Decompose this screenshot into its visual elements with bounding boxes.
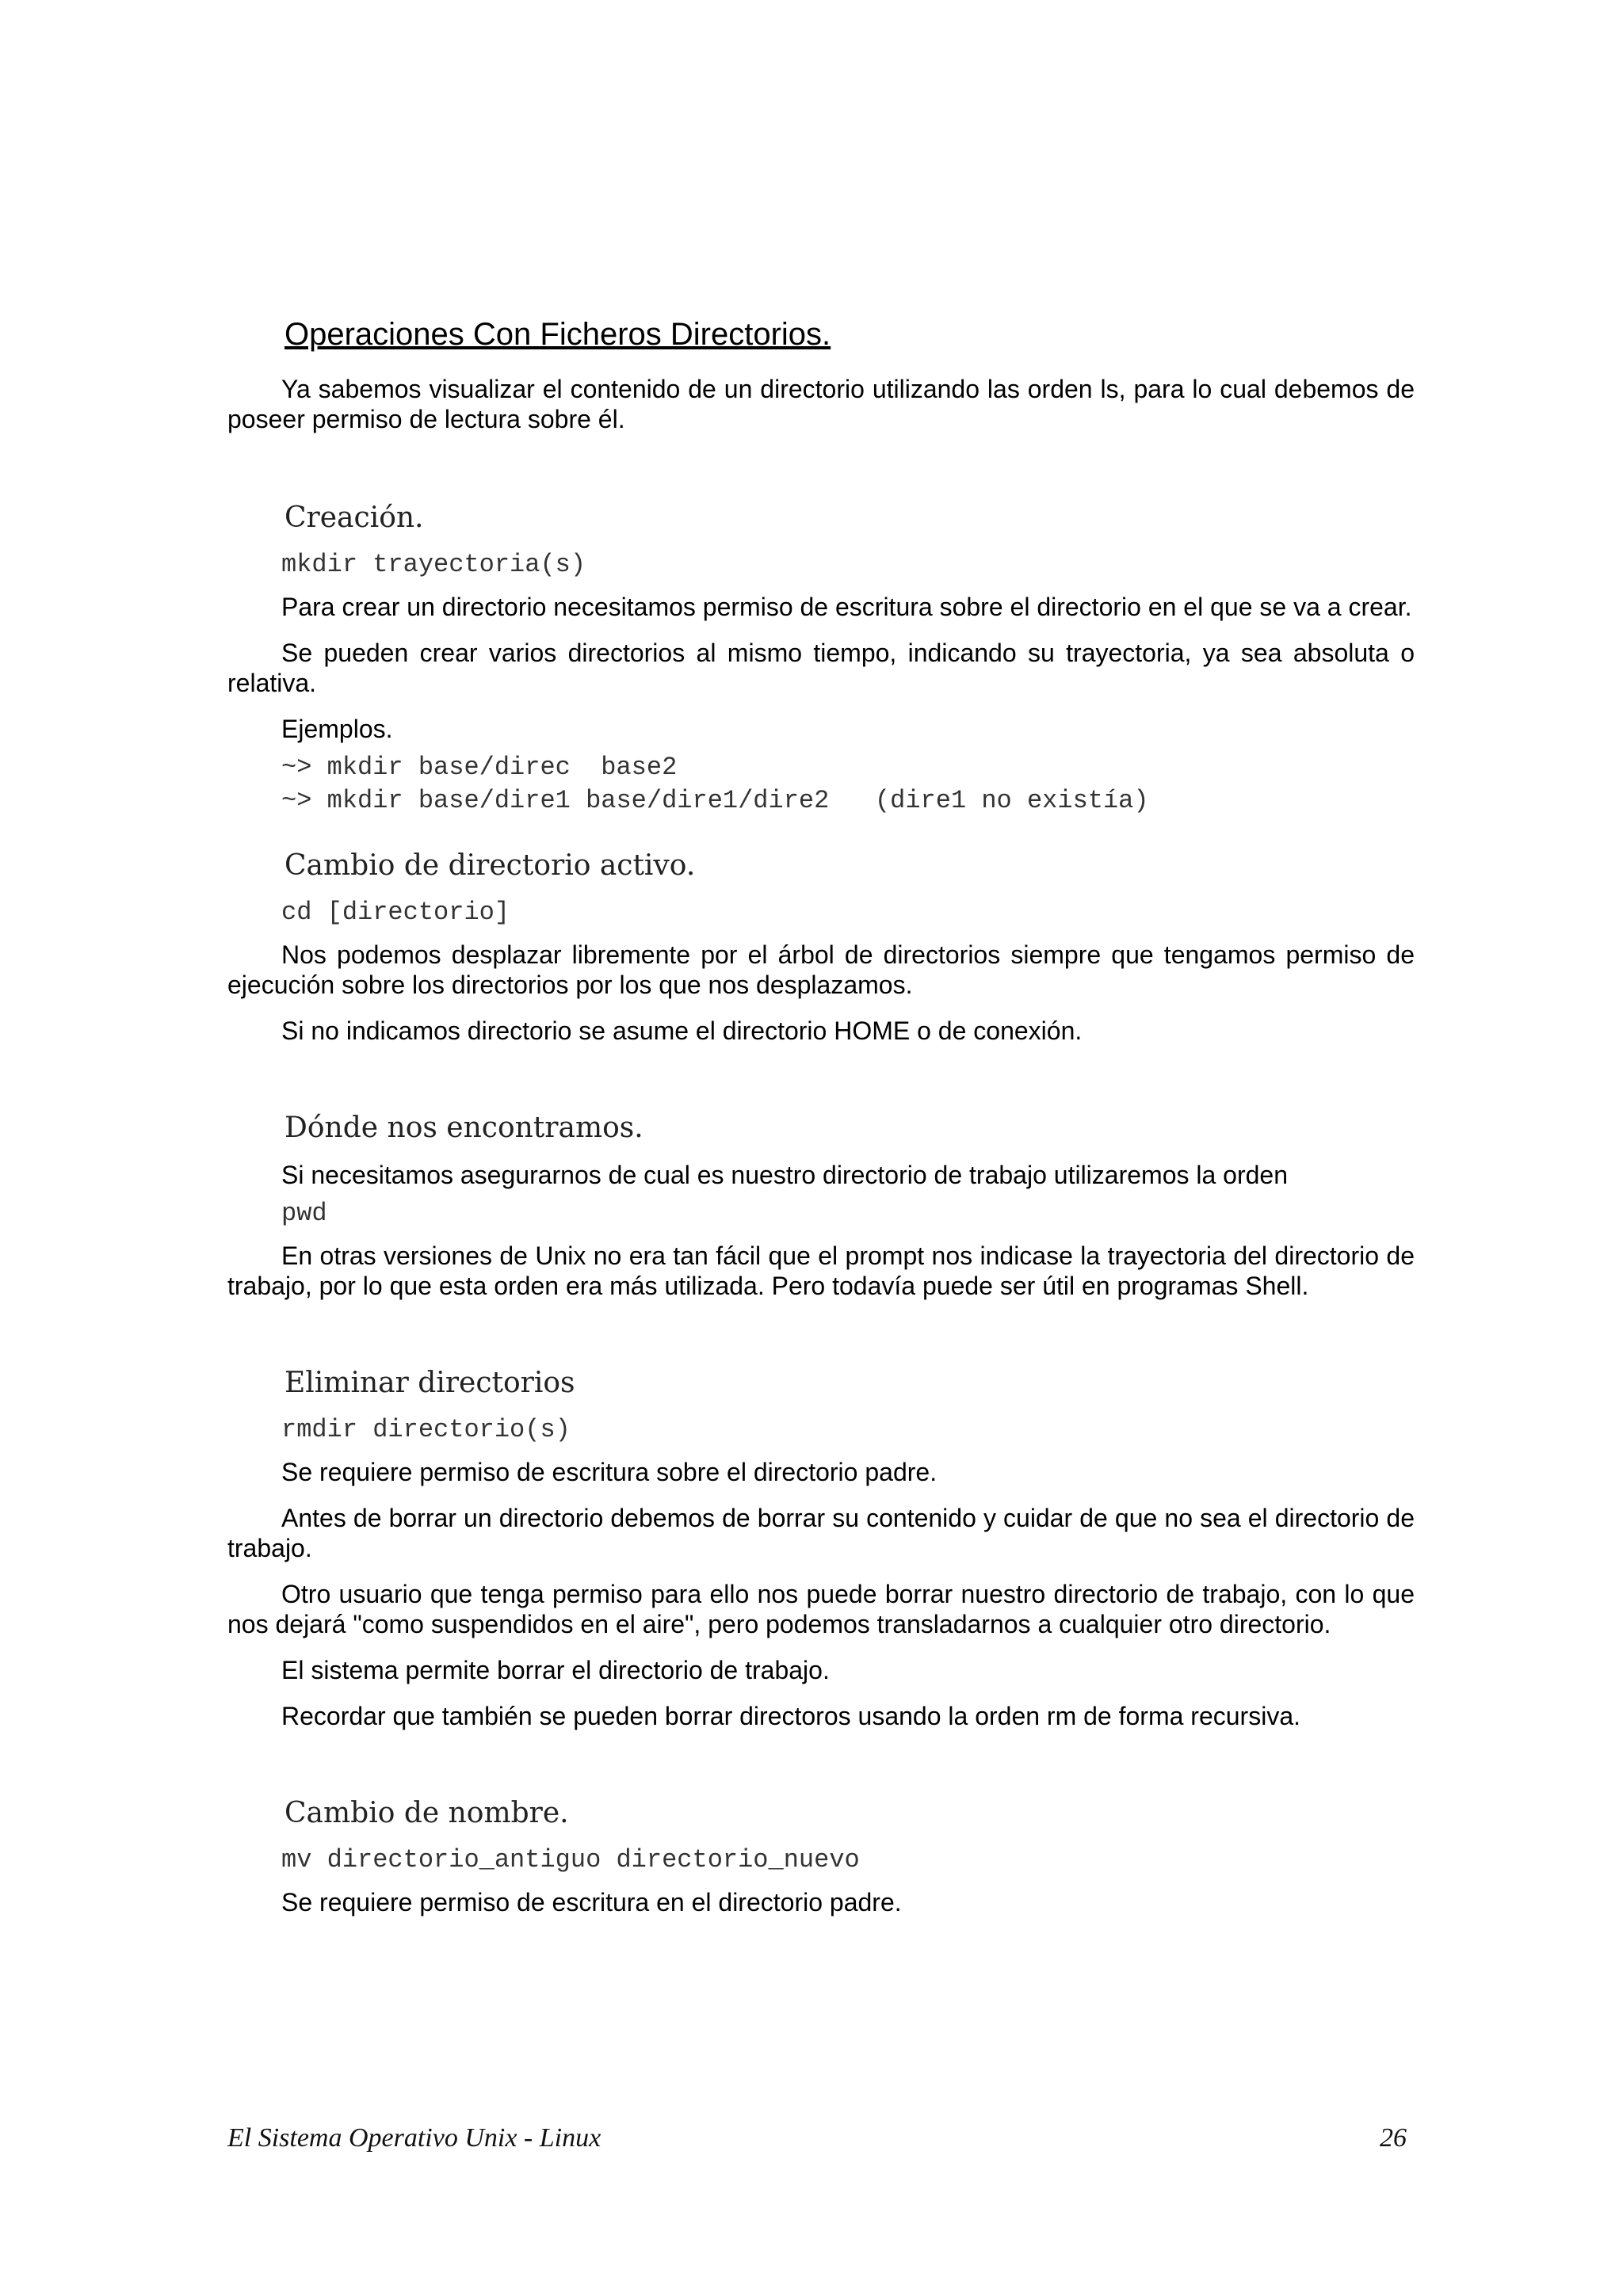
creacion-paragraph-1: Para crear un directorio necesitamos permiso de escritura sobre el directorio en el que se va a crear. bbox=[281, 593, 1412, 622]
cambio-dir-paragraph-2: Si no indicamos directorio se asume el directorio HOME o de conexión. bbox=[281, 1016, 1083, 1046]
page-content bbox=[227, 315, 1415, 1933]
page-number: 26 bbox=[1380, 2123, 1407, 2153]
eliminar-paragraph-5: Recordar que también se pueden borrar directoros usando la orden rm de forma recursiva. bbox=[281, 1701, 1300, 1730]
donde-paragraph-2: En otras versiones de Unix no era tan fácil que el prompt nos indicase la trayectoria del directorio de trabajo, por lo que esta orden era más utilizada. Pero todavía puede ser útil en programas Shell. bbox=[227, 1241, 1415, 1300]
command-mkdir: mkdir trayectoria(s) bbox=[281, 550, 586, 580]
command-cd: cd [directorio] bbox=[281, 898, 510, 928]
example-line-2: ~> mkdir base/dire1 base/dire1/dire2 (dire1 no existía) bbox=[281, 786, 1149, 816]
command-rmdir: rmdir directorio(s) bbox=[281, 1414, 571, 1444]
heading-donde: Dónde nos encontramos. bbox=[285, 1112, 643, 1145]
eliminar-paragraph-1: Se requiere permiso de escritura sobre el directorio padre. bbox=[281, 1457, 938, 1486]
creacion-paragraph-2: Se pueden crear varios directorios al mismo tiempo, indicando su trayectoria, ya sea absoluta o relativa. bbox=[227, 639, 1415, 698]
footer-book-title: El Sistema Operativo Unix - Linux bbox=[227, 2123, 601, 2153]
heading-cambio-nombre: Cambio de nombre. bbox=[285, 1796, 569, 1829]
heading-creacion: Creación. bbox=[285, 502, 424, 534]
example-line-1: ~> mkdir base/direc base2 bbox=[281, 753, 678, 783]
eliminar-paragraph-2: Antes de borrar un directorio debemos de borrar su contenido y cuidar de que no sea el directorio de trabajo. bbox=[227, 1503, 1415, 1562]
eliminar-paragraph-3: Otro usuario que tenga permiso para ello nos puede borrar nuestro directorio de trabajo, con lo que nos dejará "como suspendidos en el aire", pero podemos transladarnos a cualquier otro directorio. bbox=[227, 1579, 1415, 1638]
donde-paragraph-1: Si necesitamos asegurarnos de cual es nuestro directorio de trabajo utilizaremos la orden bbox=[281, 1160, 1289, 1189]
cambio-dir-paragraph-1: Nos podemos desplazar libremente por el árbol de directorios siempre que tengamos permiso de ejecución sobre los directorios por los que nos desplazamos. bbox=[227, 940, 1415, 1000]
heading-cambio-directorio: Cambio de directorio activo. bbox=[285, 849, 696, 883]
page-footer bbox=[227, 2123, 1415, 2153]
examples-label: Ejemplos. bbox=[281, 715, 393, 744]
intro-paragraph: Ya sabemos visualizar el contenido de un directorio utilizando las orden ls, para lo cual debemos de poseer permiso de lectura sobre él. bbox=[227, 375, 1415, 433]
heading-eliminar: Eliminar directorios bbox=[285, 1366, 575, 1399]
nombre-paragraph-1: Se requiere permiso de escritura en el directorio padre. bbox=[281, 1887, 902, 1917]
eliminar-paragraph-4: El sistema permite borrar el directorio de trabajo. bbox=[281, 1655, 830, 1684]
section-title: Operaciones Con Ficheros Directorios. bbox=[285, 317, 831, 352]
command-mv: mv directorio_antiguo directorio_nuevo bbox=[281, 1844, 860, 1875]
command-pwd: pwd bbox=[281, 1198, 327, 1228]
